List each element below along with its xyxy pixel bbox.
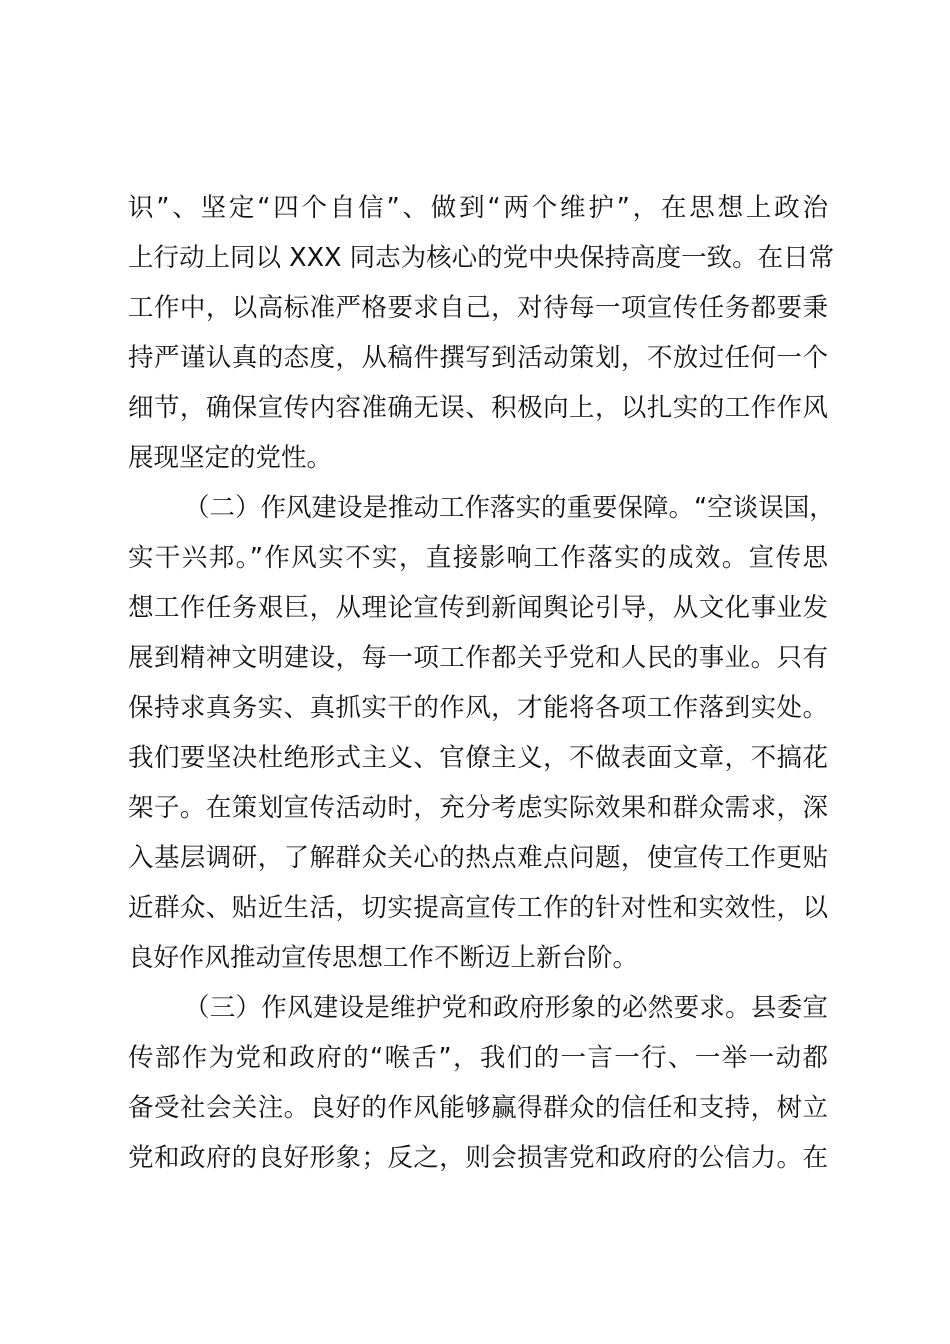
text-line: 党和政府的良好形象；反之，则会损害党和政府的公信力。在 bbox=[128, 1143, 828, 1173]
text-line: （三）作风建设是维护党和政府形象的必然要求。县委宣 bbox=[184, 993, 828, 1023]
text-line: 展现坚定的党性。 bbox=[128, 443, 333, 473]
text-line: 传部作为党和政府的“喉舌”，我们的一言一行、一举一动都 bbox=[128, 1043, 828, 1073]
text-line: 展到精神文明建设，每一项工作都关乎党和人民的事业。只有 bbox=[128, 643, 828, 673]
text-line: 工作中，以高标准严格要求自己，对待每一项宣传任务都要秉 bbox=[128, 293, 828, 323]
text-line: 细节，确保宣传内容准确无误、积极向上，以扎实的工作作风 bbox=[128, 393, 828, 423]
text-line: 上行动上同以 XXX 同志为核心的党中央保持高度一致。在日常 bbox=[128, 243, 835, 273]
document-body bbox=[128, 183, 835, 1183]
text-line: 保持求真务实、真抓实干的作风，才能将各项工作落到实处。 bbox=[128, 693, 828, 723]
paragraph-section-two bbox=[128, 483, 835, 983]
text-line: 入基层调研，了解群众关心的热点难点问题，使宣传工作更贴 bbox=[128, 843, 828, 873]
text-line: 备受社会关注。良好的作风能够赢得群众的信任和支持，树立 bbox=[128, 1093, 828, 1123]
text-line: 我们要坚决杜绝形式主义、官僚主义，不做表面文章，不搞花 bbox=[128, 743, 828, 773]
text-line: 架子。在策划宣传活动时，充分考虑实际效果和群众需求，深 bbox=[128, 793, 828, 823]
text-line: 近群众、贴近生活，切实提高宣传工作的针对性和实效性，以 bbox=[128, 893, 828, 923]
text-line: 实干兴邦。”作风实不实，直接影响工作落实的成效。宣传思 bbox=[128, 543, 828, 573]
text-line: （二）作风建设是推动工作落实的重要保障。“空谈误国， bbox=[184, 493, 835, 523]
text-line: 想工作任务艰巨，从理论宣传到新闻舆论引导，从文化事业发 bbox=[128, 593, 828, 623]
paragraph-continuation bbox=[128, 183, 835, 483]
paragraph-section-three bbox=[128, 983, 828, 1183]
text-line: 良好作风推动宣传思想工作不断迈上新台阶。 bbox=[128, 943, 639, 973]
text-line: 识”、坚定“四个自信”、做到“两个维护”，在思想上政治 bbox=[128, 193, 828, 223]
text-line: 持严谨认真的态度，从稿件撰写到活动策划，不放过任何一个 bbox=[128, 343, 828, 373]
